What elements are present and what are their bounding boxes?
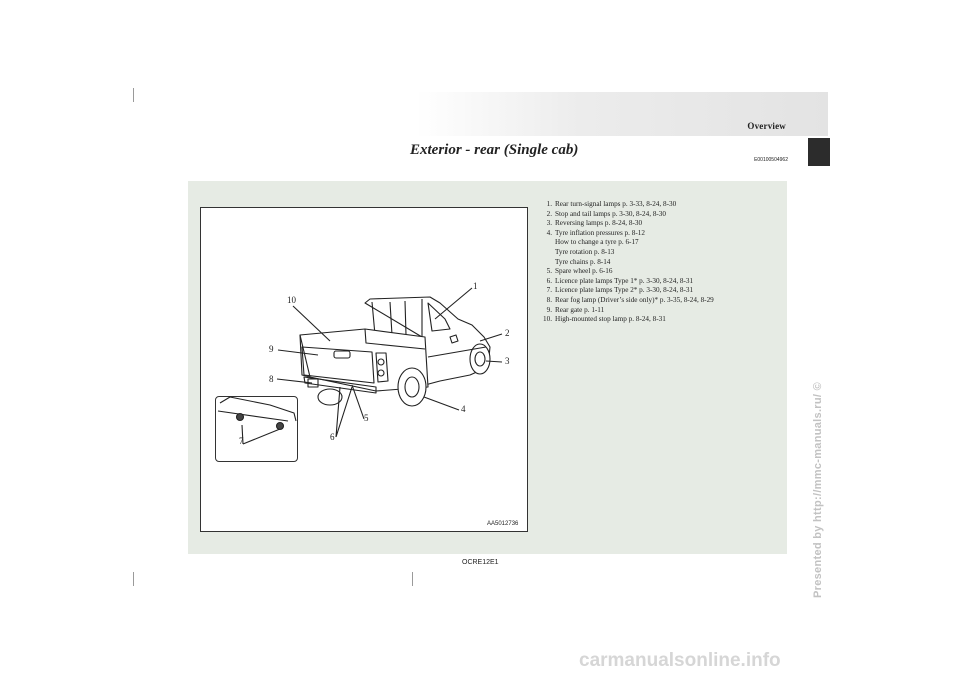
item-number: 2. [546,209,552,218]
list-item [540,277,780,287]
list-item [540,200,780,210]
truck-rear-illustration [200,207,526,530]
item-text: Licence plate lamps Type 2* p. 3-30, 8-24, 8-31 [555,286,694,295]
item-number: 8. [546,295,552,304]
section-label: Overview [747,121,786,131]
crop-mark [412,572,413,586]
side-watermark: Presented by http://mmc-manuals.ru/ © [812,381,824,598]
list-item [540,306,780,316]
list-item [540,267,780,277]
list-item-sub: Tyre chains p. 8-14 [555,257,611,266]
callout-3: 3 [505,356,510,366]
list-item [540,315,780,325]
item-text: Tyre inflation pressures p. 8-12 [555,228,645,237]
item-text: Licence plate lamps Type 1* p. 3-30, 8-24, 8-31 [555,276,694,285]
item-number: 9. [546,305,552,314]
item-number: 7. [546,286,552,295]
item-number: 10. [543,315,552,324]
item-text: Rear turn-signal lamps p. 3-33, 8-24, 8-30 [555,200,677,208]
callout-5: 5 [364,413,369,423]
item-text: Rear gate p. 1-11 [555,305,605,314]
item-text: Rear fog lamp (Driver’s side only)* p. 3-35, 8-24, 8-29 [555,295,714,304]
list-item-sub: How to change a tyre p. 6-17 [555,238,639,247]
item-number: 1. [546,200,552,208]
callout-7: 7 [239,436,244,446]
callout-6: 6 [330,432,335,442]
page-title: Exterior - rear (Single cab) [410,142,579,158]
item-number: 4. [546,228,552,237]
section-tab [808,138,830,166]
callout-10: 10 [287,295,296,305]
bottom-watermark: carmanualsonline.info [579,650,781,671]
crop-mark [133,572,134,586]
list-item [540,286,780,296]
callout-1: 1 [473,281,478,291]
parts-list [540,200,780,325]
callout-4: 4 [461,404,466,414]
item-text: Spare wheel p. 6-16 [555,267,613,276]
item-number: 5. [546,267,552,276]
reference-code: E00100504962 [754,157,788,163]
list-item [540,229,780,239]
item-number: 3. [546,219,552,228]
list-item [540,210,780,220]
item-number: 6. [546,276,552,285]
list-item [540,296,780,306]
item-text: Reversing lamps p. 8-24, 8-30 [555,219,643,228]
callout-8: 8 [269,374,274,384]
item-text: High-mounted stop lamp p. 8-24, 8-31 [555,315,666,324]
figure-code: AA5012736 [487,521,519,527]
list-item-sub: Tyre rotation p. 8-13 [555,247,615,256]
footer-code: OCRE12E1 [462,559,499,566]
callout-2: 2 [505,328,510,338]
crop-mark [133,88,134,102]
callout-9: 9 [269,344,274,354]
list-item [540,219,780,229]
item-text: Stop and tail lamps p. 3-30, 8-24, 8-30 [555,209,666,218]
